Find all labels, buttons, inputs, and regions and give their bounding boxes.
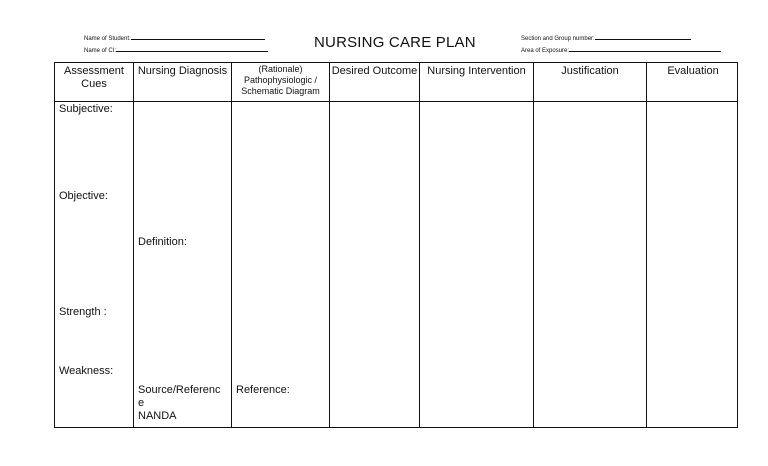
header-rationale-line-1: (Rationale) (258, 64, 303, 74)
column-justification (534, 63, 647, 427)
section-group-field[interactable] (521, 34, 691, 42)
label-weakness: Weakness: (59, 365, 114, 377)
care-plan-table (54, 62, 738, 428)
column-rationale (232, 63, 330, 427)
label-objective: Objective: (59, 190, 108, 202)
student-name-line[interactable] (131, 34, 265, 40)
area-exposure-label: Area of Exposure: (521, 48, 570, 54)
header-rationale-line-3: Schematic Diagram (241, 86, 320, 96)
column-nursing-intervention (420, 63, 534, 427)
ci-name-field[interactable] (84, 46, 268, 54)
header-rationale-line-2: Pathophysiologic / (243, 75, 318, 85)
area-exposure-field[interactable] (521, 46, 721, 54)
header-justification: Justification (561, 65, 619, 77)
label-reference: Reference: (236, 384, 290, 396)
label-strength: Strength : (59, 306, 107, 318)
label-source-reference: Source/Referenc e NANDA (138, 384, 221, 422)
header-desired-outcome: Desired Outcome (331, 65, 418, 77)
ci-name-line[interactable] (116, 46, 268, 52)
column-desired-outcome (330, 63, 420, 427)
column-evaluation (647, 63, 739, 427)
header-rationale (232, 63, 329, 102)
area-exposure-line[interactable] (569, 46, 721, 52)
section-group-line[interactable] (595, 34, 691, 40)
column-nursing-diagnosis (134, 63, 232, 427)
header-nursing-intervention: Nursing Intervention (427, 65, 526, 77)
header-evaluation: Evaluation (667, 65, 719, 77)
label-definition: Definition: (138, 236, 187, 248)
column-assessment-cues (55, 63, 134, 427)
student-name-label: Name of Student: (84, 36, 131, 42)
header-nursing-diagnosis: Nursing Diagnosis (137, 65, 228, 77)
page-title: NURSING CARE PLAN (314, 34, 476, 51)
student-name-field[interactable] (84, 34, 265, 42)
section-group-label: Section and Group number: (521, 36, 595, 42)
header-assessment-cues: Assessment Cues (64, 65, 124, 90)
ci-name-label: Name of CI: (84, 48, 117, 54)
label-subjective: Subjective: (59, 103, 113, 115)
